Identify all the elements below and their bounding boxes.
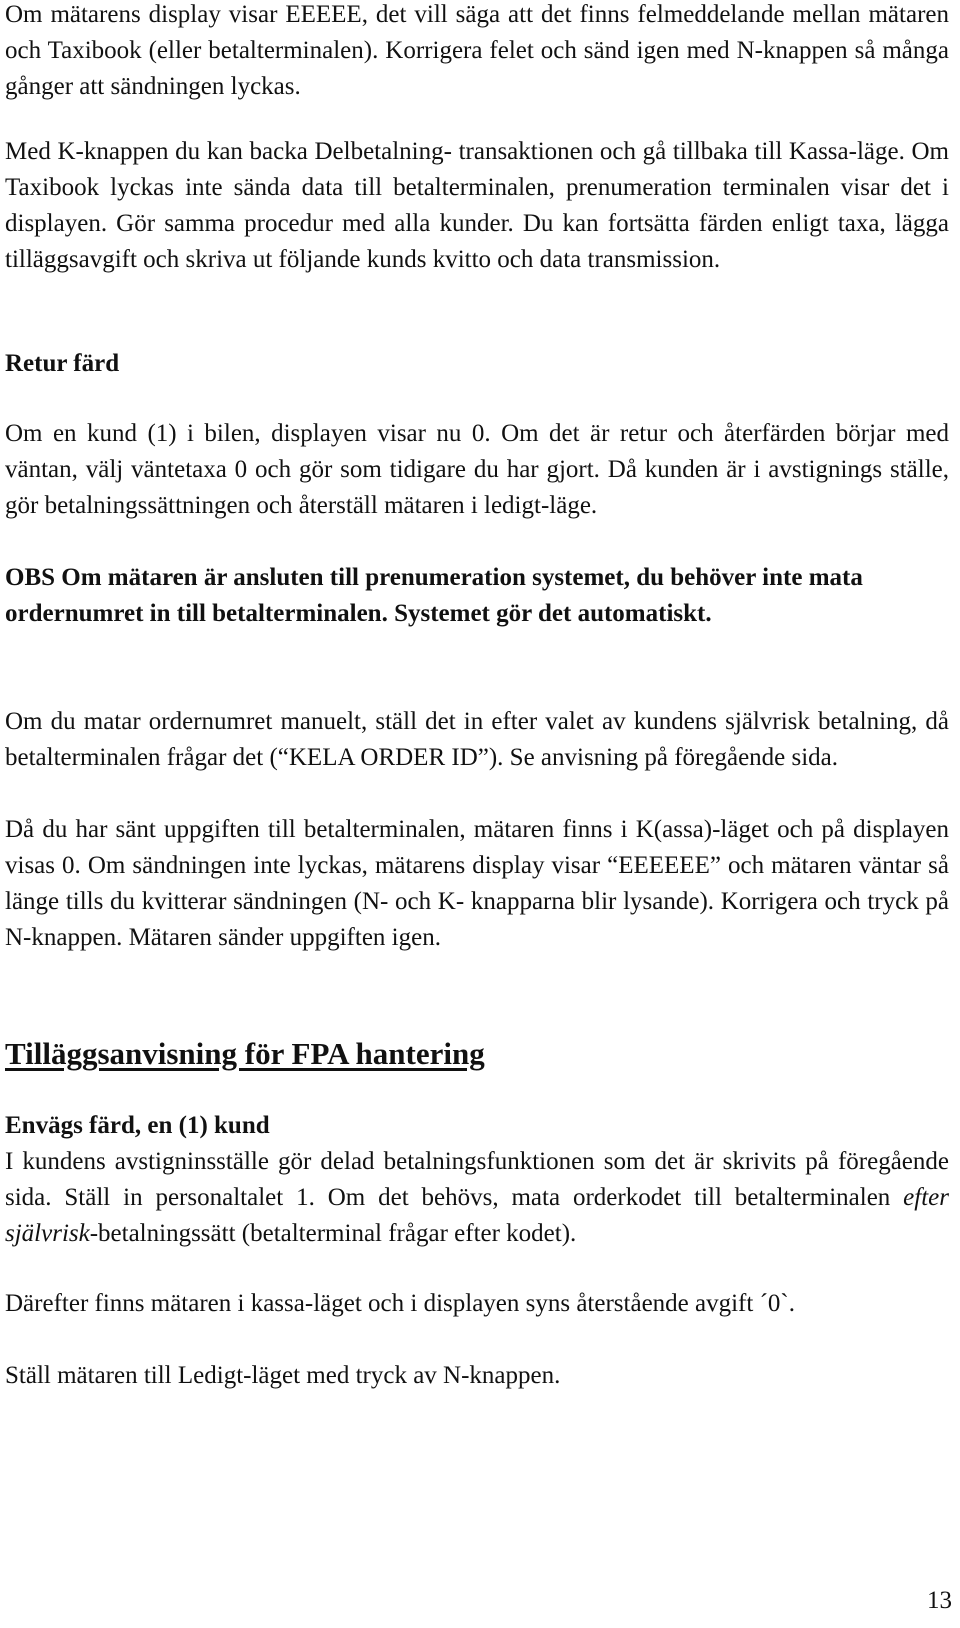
section-heading-fpa: Tilläggsanvisning för FPA hantering	[5, 1036, 485, 1071]
paragraph-obs-note: OBS Om mätaren är ansluten till prenumeration systemet, du behöver inte mata ordernumret in till betalterminalen. Systemet gör det automatiskt.	[5, 564, 863, 627]
paragraph-remaining-fee: Därefter finns mätaren i kassa-läget och i displayen syns återstående avgift ´0`.	[5, 1290, 795, 1317]
paragraph-retur-instructions: Om en kund (1) i bilen, displayen visar nu 0. Om det är retur och återfärden börjar med väntan, välj väntetaxa 0 och gör som tidigare du har gjort. Då kunden är i avstignings ställe, gör betalningssättningen och återställ mätaren i ledigt-läge.	[5, 420, 949, 519]
subheading-envags-fard: Envägs färd, en (1) kund	[5, 1112, 270, 1139]
paragraph-manual-order-number: Om du matar ordernumret manuelt, ställ det in efter valet av kundens självrisk betalning, då betalterminalen frågar det (“KELA ORDER ID”). Se anvisning på föregående sida.	[5, 708, 949, 771]
paragraph-after-sending: Då du har sänt uppgiften till betalterminalen, mätaren finns i K(assa)-läget och på displayen visas 0. Om sändningen inte lyckas, mätarens display visar “EEEEEE” och mätaren väntar så länge tills du kvitterar sändningen (N- och K- knapparna blir lysande). Korrigera och tryck på N-knappen. Mätaren sänder uppgiften igen.	[5, 816, 949, 951]
paragraph-eeeee-error: Om mätarens display visar EEEEE, det vill säga att det finns felmeddelande mellan mätaren och Taxibook (eller betalterminalen). Korrigera felet och sänd igen med N-knappen så många gånger att sändningen lyckas.	[5, 1, 949, 100]
paragraph-split-payment-emphasis: efter självrisk	[5, 1184, 949, 1247]
page-number: 13	[927, 1587, 952, 1614]
paragraph-split-payment-text-end: -betalningssätt (betalterminal frågar efter kodet).	[89, 1220, 577, 1247]
paragraph-k-button-back: Med K-knappen du kan backa Delbetalning- transaktionen och gå tillbaka till Kassa-läge. Om Taxibook lyckas inte sända data till betalterminalen, prenumeration terminalen visar det i displayen. Gör samma procedur med alla kunder. Du kan fortsätta färden enligt taxa, lägga tilläggsavgift och skriva ut följande kunds kvitto och data transmission.	[5, 138, 949, 273]
paragraph-free-mode: Ställ mätaren till Ledigt-läget med tryck av N-knappen.	[5, 1362, 561, 1389]
section-heading-retur-fard: Retur färd	[5, 350, 120, 377]
paragraph-split-payment-text: I kundens avstigninsställe gör delad betalningsfunktionen som det är skrivits på föregående sida. Ställ in personaltalet 1. Om det behövs, mata orderkodet till betalterminalen	[5, 1148, 949, 1211]
paragraph-split-payment	[5, 1144, 949, 1252]
